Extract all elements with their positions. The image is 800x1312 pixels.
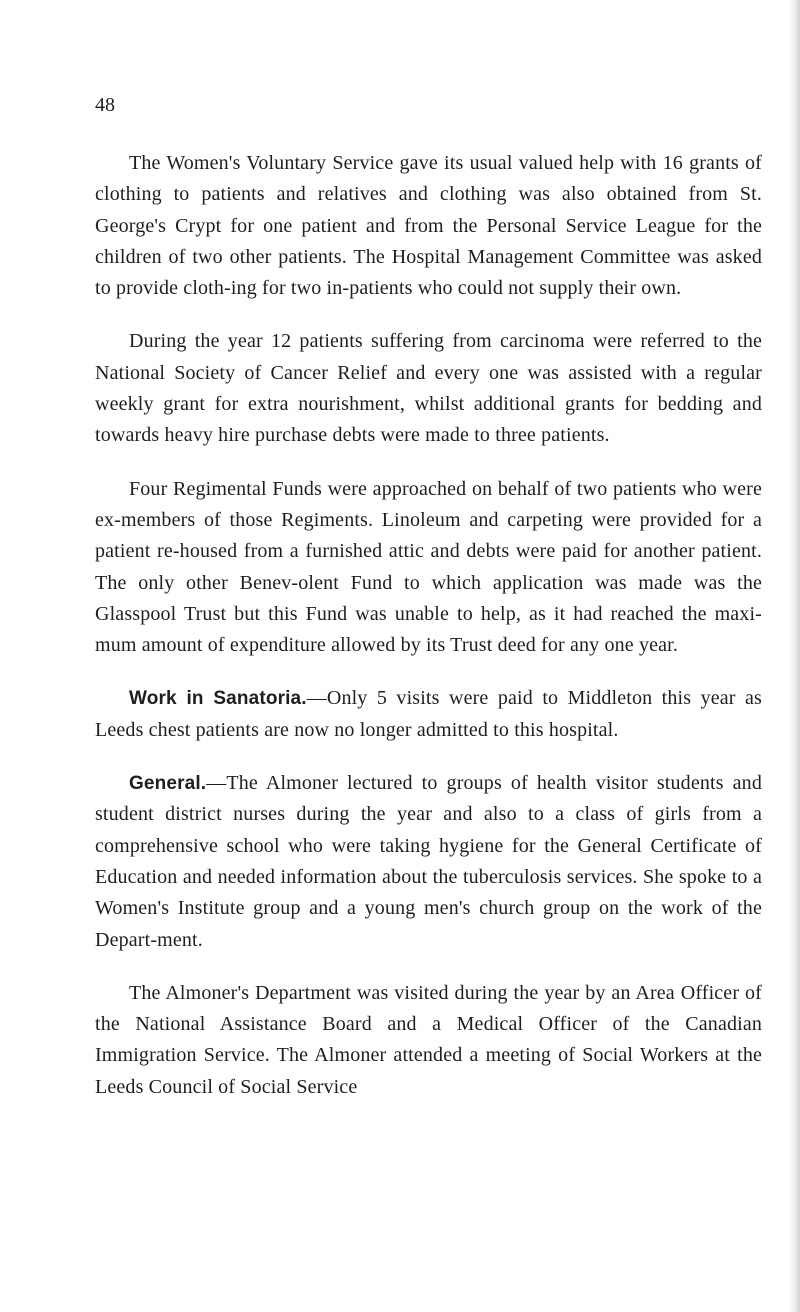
paragraph-text: During the year 12 patients suffering from carcinoma were referred to the National Society of Cancer Relief and every one was assisted with a regular weekly grant for extra nourishment, whilst additional grants for bedding and towards heavy hire purchase debts were made to three patients.	[95, 330, 762, 447]
paragraph-text: The Women's Voluntary Service gave its usual valued help with 16 grants of clothing to patients and relatives and clothing was also obtained from St. George's Crypt for one patient and from the Personal Service League for the children of two other patients. The Hospital Management Committee was asked to provide cloth-ing for two in-patients who could not supply their own.	[95, 152, 762, 300]
paragraph-text: —Only 5 visits were paid to Middleton this year as Leeds chest patients are now no longer admitted to this hospital.	[95, 687, 762, 741]
section-heading-general: General.	[129, 773, 207, 795]
page-number: 48	[95, 94, 115, 116]
body-text	[95, 148, 762, 1125]
page-edge-shadow	[788, 0, 800, 1312]
paragraph-general	[95, 768, 762, 956]
section-heading-work-in-sanatoria: Work in Sanatoria.	[129, 688, 307, 710]
paragraph-carcinoma-patients	[95, 326, 762, 451]
paragraph-text: The Almoner's Department was visited during the year by an Area Officer of the National Assistance Board and a Medical Officer of the Canadian Immigration Service. The Almoner attended a meeting of Social Workers at the Leeds Council of Social Service	[95, 981, 762, 1098]
paragraph-regimental-funds	[95, 474, 762, 662]
paragraph-text: Four Regimental Funds were approached on behalf of two patients who were ex-members of those Regiments. Linoleum and carpeting were provided for a patient re-housed from a furnished attic and debts were paid for another patient. The only other Benev-olent Fund to which application was made was the Glasspool Trust but this Fund was unable to help, as it had reached the maxi-mum amount of expenditure allowed by its Trust deed for any one year.	[95, 477, 762, 657]
paragraph-text: —The Almoner lectured to groups of health visitor students and student district nurses during the year and also to a class of girls from a comprehensive school who were taking hygiene for the General Certificate of Education and needed information about the tuberculosis services. She spoke to a Women's Institute group and a young men's church group on the work of the Depart-ment.	[95, 772, 762, 951]
paragraph-womens-voluntary-service	[95, 148, 762, 304]
paragraph-work-in-sanatoria	[95, 683, 762, 746]
paragraph-almoners-department	[95, 978, 762, 1103]
